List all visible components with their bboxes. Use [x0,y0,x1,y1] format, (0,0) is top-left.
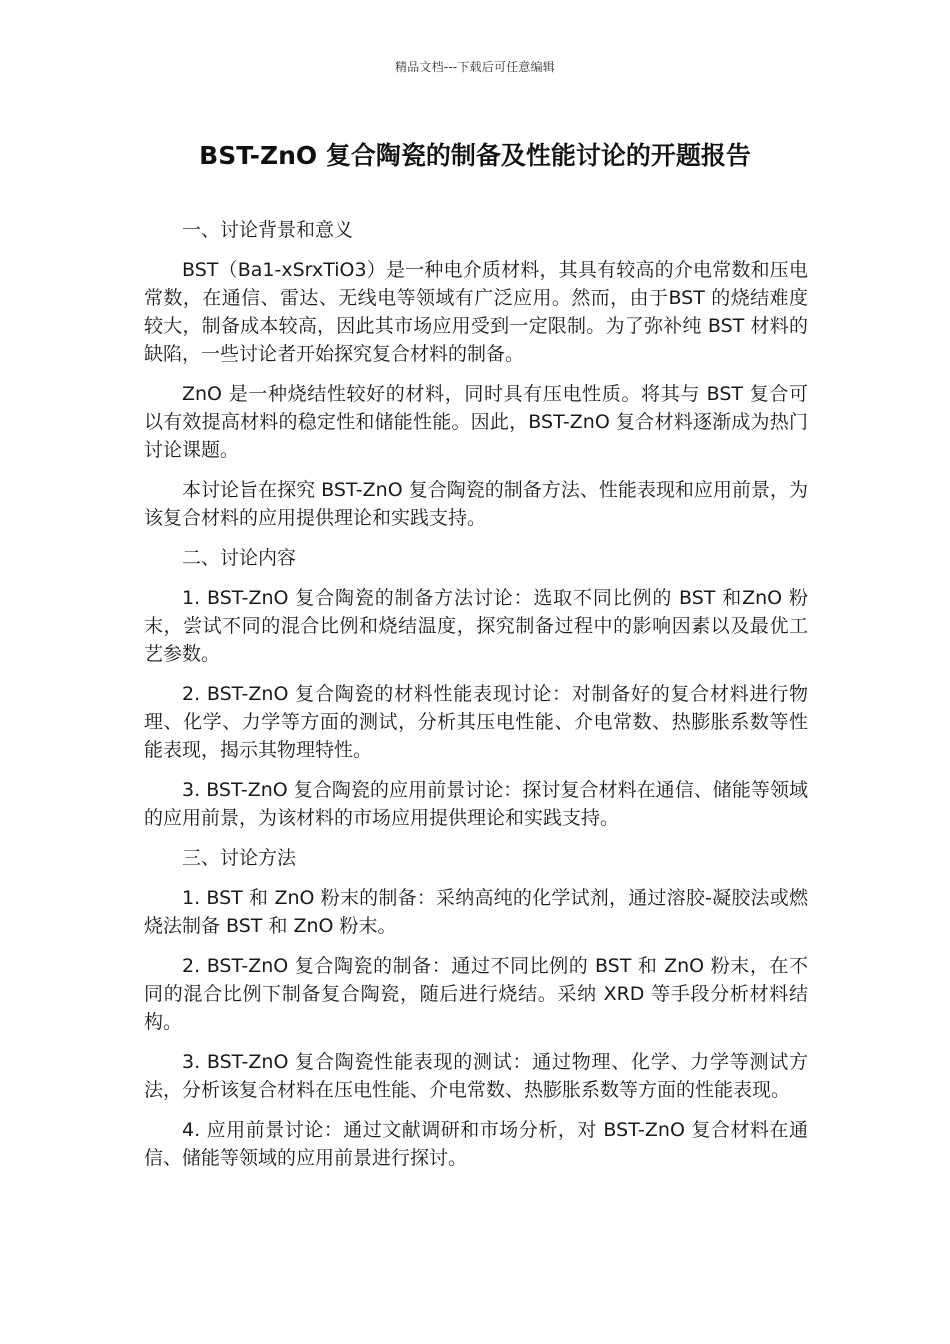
list-item: 1. BST-ZnO 复合陶瓷的制备方法讨论：选取不同比例的 BST 和ZnO 粉末，尝试不同的混合比例和烧结温度，探究制备过程中的影响因素以及最优工艺参数。 [144,587,808,665]
paragraph: 本讨论旨在探究 BST-ZnO 复合陶瓷的制备方法、性能表现和应用前景，为该复合材料的应用提供理论和实践支持。 [144,479,808,529]
document-title: BST-ZnO 复合陶瓷的制备及性能讨论的开题报告 [199,141,751,170]
list-item: 1. BST 和 ZnO 粉末的制备：采纳高纯的化学试剂，通过溶胶-凝胶法或燃烧法制备 BST 和 ZnO 粉末。 [144,887,808,937]
list-item: 3. BST-ZnO 复合陶瓷的应用前景讨论：探讨复合材料在通信、储能等领域的应用前景，为该材料的市场应用提供理论和实践支持。 [144,779,808,829]
list-item: 2. BST-ZnO 复合陶瓷的制备：通过不同比例的 BST 和 ZnO 粉末，在不同的混合比例下制备复合陶瓷，随后进行烧结。采纳 XRD 等手段分析材料结构。 [144,955,808,1033]
list-item: 2. BST-ZnO 复合陶瓷的材料性能表现讨论：对制备好的复合材料进行物理、化学、力学等方面的测试，分析其压电性能、介电常数、热膨胀系数等性能表现，揭示其物理特性。 [144,683,808,761]
list-item: 3. BST-ZnO 复合陶瓷性能表现的测试：通过物理、化学、力学等测试方法，分析该复合材料在压电性能、介电常数、热膨胀系数等方面的性能表现。 [144,1051,808,1101]
document-body [144,216,808,1184]
page-header: 精品文档---下载后可任意编辑 [395,60,555,74]
section-methods [144,844,808,1172]
list-item: 4. 应用前景讨论：通过文献调研和市场分析，对 BST-ZnO 复合材料在通信、储能等领域的应用前景进行探讨。 [144,1119,808,1169]
section-background [144,216,808,532]
paragraph: ZnO 是一种烧结性较好的材料，同时具有压电性质。将其与 BST 复合可以有效提高材料的稳定性和储能性能。因此，BST-ZnO 复合材料逐渐成为热门讨论课题。 [144,383,808,461]
section-content [144,544,808,832]
section-heading: 一、讨论背景和意义 [182,219,354,241]
paragraph: BST（Ba1-xSrxTiO3）是一种电介质材料，其具有较高的介电常数和压电常数，在通信、雷达、无线电等领域有广泛应用。然而，由于BST 的烧结难度较大，制备成本较高，因此其市场应用受到一定限制。为了弥补纯 BST 材料的缺陷，一些讨论者开始探究复合材料的制备。 [144,259,808,365]
section-heading: 二、讨论内容 [182,547,297,569]
section-heading: 三、讨论方法 [182,847,297,869]
